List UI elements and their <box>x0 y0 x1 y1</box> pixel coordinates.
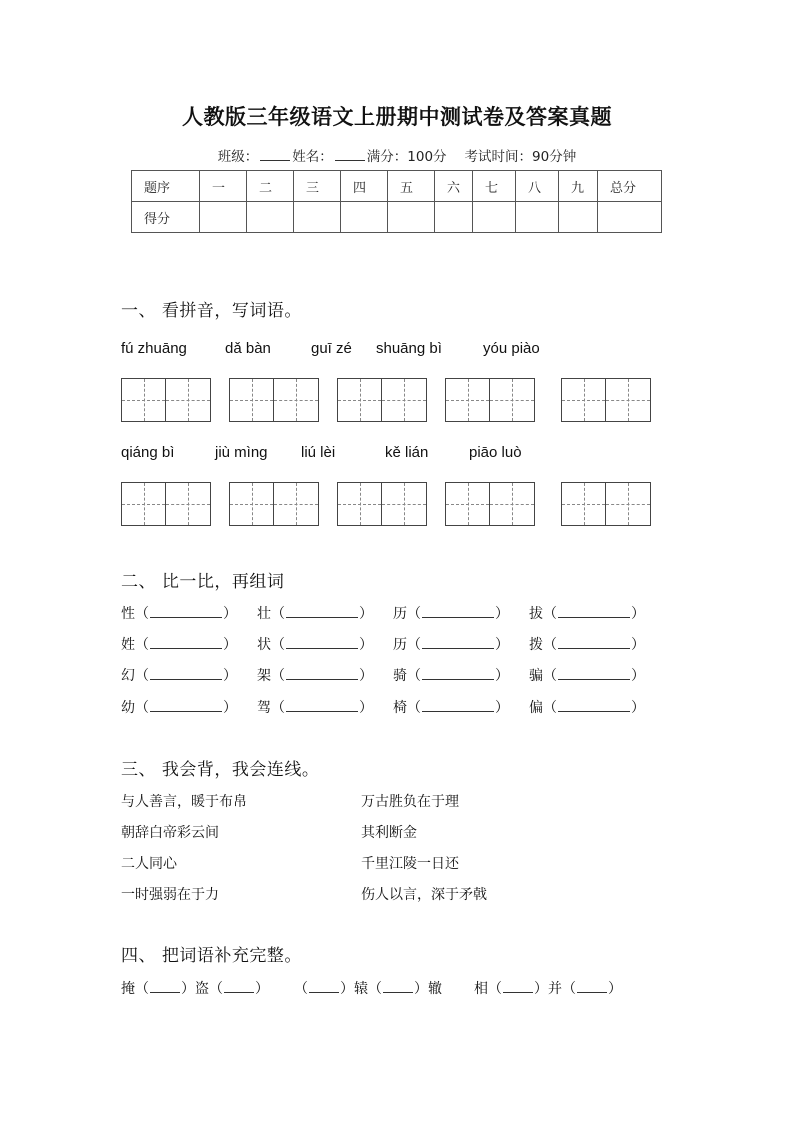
score-cell[interactable] <box>294 202 341 233</box>
score-cell[interactable] <box>598 202 662 233</box>
name-blank[interactable] <box>335 148 365 161</box>
score-header-cell: 三 <box>294 171 341 202</box>
fill-char: 辕 <box>354 981 368 997</box>
score-cell[interactable] <box>516 202 559 233</box>
score-cell[interactable] <box>341 202 388 233</box>
writing-grid[interactable] <box>561 378 651 422</box>
fill-blank[interactable] <box>309 979 339 993</box>
fill-char: 并 <box>548 981 562 997</box>
compare-item: 幻（ ） <box>121 668 237 684</box>
compare-char: 椅 <box>393 700 407 716</box>
right-phrase[interactable]: 其利断金 <box>361 825 417 841</box>
compare-char: 偏 <box>529 700 543 716</box>
compare-item: 架（ ） <box>257 668 373 684</box>
compare-char: 驾 <box>257 700 271 716</box>
section3-title: 三、 我会背，我会连线。 <box>121 760 320 780</box>
pinyin-item: yóu piào <box>483 340 540 357</box>
pinyin-item: kě lián <box>385 444 429 461</box>
answer-blank[interactable] <box>286 635 358 649</box>
page-title: 人教版三年级语文上册期中测试卷及答案真题 <box>182 104 612 129</box>
score-header-cell: 五 <box>388 171 435 202</box>
compare-char: 拔 <box>529 606 543 622</box>
compare-item: 骗（ ） <box>529 668 645 684</box>
pinyin-item: fú zhuāng <box>121 340 187 357</box>
compare-char: 架 <box>257 668 271 684</box>
fill-blank[interactable] <box>150 979 180 993</box>
score-header-cell: 四 <box>341 171 388 202</box>
answer-blank[interactable] <box>150 604 222 618</box>
compare-char: 状 <box>257 637 271 653</box>
class-blank[interactable] <box>260 148 290 161</box>
pinyin-item: jiù mìng <box>215 444 268 461</box>
compare-char: 性 <box>121 606 135 622</box>
left-phrase[interactable]: 二人同心 <box>121 856 177 872</box>
score-cell[interactable] <box>388 202 435 233</box>
section1-title: 一、 看拼音，写词语。 <box>121 301 302 321</box>
pinyin-item: piāo luò <box>469 444 522 461</box>
compare-item: 姓（ ） <box>121 637 237 653</box>
section4-title: 四、 把词语补充完整。 <box>121 946 302 966</box>
left-phrase[interactable]: 朝辞白帝彩云间 <box>121 825 219 841</box>
compare-item: 骑（ ） <box>393 668 509 684</box>
compare-item: 历（ ） <box>393 637 509 653</box>
compare-item: 椅（ ） <box>393 700 509 716</box>
compare-char: 历 <box>393 606 407 622</box>
pinyin-item: qiáng bì <box>121 444 175 461</box>
score-header-cell: 七 <box>473 171 516 202</box>
score-header-cell: 总分 <box>598 171 662 202</box>
writing-grid[interactable] <box>337 482 427 526</box>
fill-blank[interactable] <box>577 979 607 993</box>
score-header-cell: 八 <box>516 171 559 202</box>
compare-char: 幻 <box>121 668 135 684</box>
score-header-cell: 六 <box>435 171 473 202</box>
pinyin-item: dǎ bàn <box>225 340 271 357</box>
writing-grid[interactable] <box>229 378 319 422</box>
fill-char: 掩 <box>121 981 135 997</box>
pinyin-item: guī zé <box>311 340 352 357</box>
score-row <box>132 202 662 233</box>
writing-grid[interactable] <box>445 482 535 526</box>
compare-char: 壮 <box>257 606 271 622</box>
name-label: 姓名： <box>292 149 333 165</box>
section2-title: 二、 比一比，再组词 <box>121 572 285 592</box>
score-cell[interactable] <box>200 202 247 233</box>
compare-char: 拨 <box>529 637 543 653</box>
answer-blank[interactable] <box>150 698 222 712</box>
answer-blank[interactable] <box>422 666 494 680</box>
exam-time: 考试时间：90分钟 <box>464 149 577 165</box>
compare-char: 历 <box>393 637 407 653</box>
answer-blank[interactable] <box>558 666 630 680</box>
fill-blank[interactable] <box>503 979 533 993</box>
compare-item: 拔（ ） <box>529 606 645 622</box>
score-cell[interactable] <box>473 202 516 233</box>
score-header-cell: 一 <box>200 171 247 202</box>
score-cell[interactable] <box>435 202 473 233</box>
fill-char: 相 <box>474 981 488 997</box>
score-cell[interactable] <box>559 202 598 233</box>
fill-row: 掩（ ）盗（ ） （ ）辕（ ）辙 相（ ）并（ ） <box>121 981 622 997</box>
score-table <box>131 170 662 233</box>
compare-char: 骗 <box>529 668 543 684</box>
score-header-cell: 题序 <box>132 171 200 202</box>
answer-blank[interactable] <box>422 698 494 712</box>
answer-blank[interactable] <box>286 604 358 618</box>
answer-blank[interactable] <box>150 635 222 649</box>
compare-char: 姓 <box>121 637 135 653</box>
answer-blank[interactable] <box>286 698 358 712</box>
score-header-cell: 二 <box>247 171 294 202</box>
answer-blank[interactable] <box>422 604 494 618</box>
writing-grid[interactable] <box>121 482 211 526</box>
writing-grid[interactable] <box>445 378 535 422</box>
score-cell[interactable] <box>247 202 294 233</box>
right-phrase[interactable]: 伤人以言，深于矛戟 <box>361 887 487 903</box>
left-phrase[interactable]: 一时强弱在于力 <box>121 887 219 903</box>
left-phrase[interactable]: 与人善言，暖于布帛 <box>121 794 247 810</box>
compare-char: 幼 <box>121 700 135 716</box>
compare-char: 骑 <box>393 668 407 684</box>
answer-blank[interactable] <box>150 666 222 680</box>
fill-blank[interactable] <box>224 979 254 993</box>
score-row-label: 得分 <box>132 202 200 233</box>
answer-blank[interactable] <box>558 635 630 649</box>
writing-grid[interactable] <box>121 378 211 422</box>
compare-item: 拨（ ） <box>529 637 645 653</box>
compare-item: 壮（ ） <box>257 606 373 622</box>
compare-item: 偏（ ） <box>529 700 645 716</box>
class-label: 班级： <box>217 149 259 165</box>
compare-item: 幼（ ） <box>121 700 237 716</box>
compare-item: 驾（ ） <box>257 700 373 716</box>
full-marks: 满分：100分 <box>366 149 447 165</box>
answer-blank[interactable] <box>286 666 358 680</box>
answer-blank[interactable] <box>558 604 630 618</box>
fill-char: 辙 <box>428 981 442 997</box>
fill-blank[interactable] <box>383 979 413 993</box>
pinyin-item: liú lèi <box>301 444 336 461</box>
compare-item: 历（ ） <box>393 606 509 622</box>
writing-grid[interactable] <box>561 482 651 526</box>
pinyin-item: shuāng bì <box>376 340 442 357</box>
writing-grid[interactable] <box>229 482 319 526</box>
writing-grid[interactable] <box>337 378 427 422</box>
right-phrase[interactable]: 万古胜负在于理 <box>361 794 459 810</box>
score-header-cell: 九 <box>559 171 598 202</box>
right-phrase[interactable]: 千里江陵一日还 <box>361 856 459 872</box>
exam-info <box>0 145 794 165</box>
compare-item: 性（ ） <box>121 606 237 622</box>
compare-item: 状（ ） <box>257 637 373 653</box>
answer-blank[interactable] <box>422 635 494 649</box>
answer-blank[interactable] <box>558 698 630 712</box>
score-header-row <box>132 171 662 202</box>
fill-char: 盗 <box>195 981 209 997</box>
